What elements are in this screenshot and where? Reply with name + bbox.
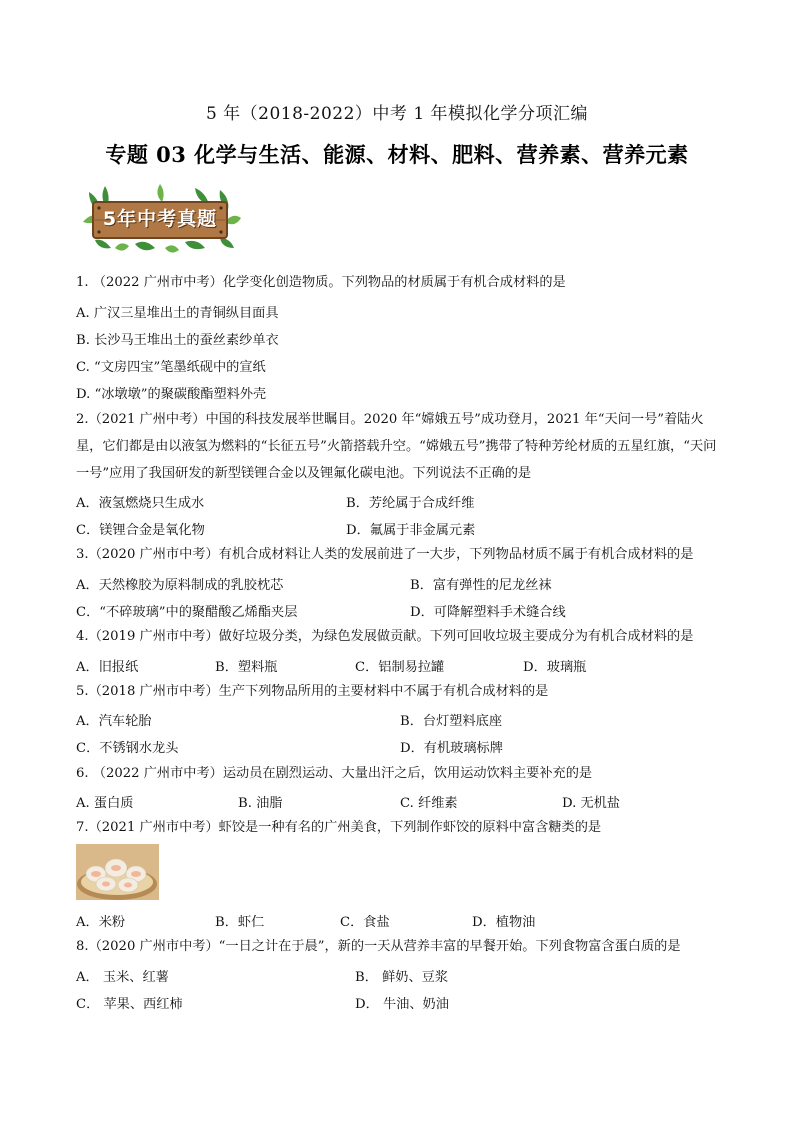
question-5-option-a[interactable]: A．汽车轮胎: [76, 714, 152, 729]
question-3-option-d[interactable]: D．可降解塑料手术缝合线: [410, 605, 566, 620]
question-4-option-a[interactable]: A．旧报纸: [76, 660, 139, 675]
question-6-option-b[interactable]: B. 油脂: [238, 796, 283, 811]
question-4-option-d[interactable]: D．玻璃瓶: [523, 660, 587, 675]
question-7-option-c[interactable]: C．食盐: [340, 915, 390, 930]
question-6-option-d[interactable]: D. 无机盐: [562, 796, 621, 811]
question-3-option-a[interactable]: A．天然橡胶为原料制成的乳胶枕芯: [76, 578, 284, 593]
question-3-option-c[interactable]: C．“不碎玻璃”中的聚醋酸乙烯酯夹层: [76, 605, 298, 620]
question-6-stem: 6. （2022 广州市中考）运动员在剧烈运动、大量出汗之后，饮用运动饮料主要补充的是: [76, 766, 593, 781]
question-6-option-a[interactable]: A. 蛋白质: [76, 796, 134, 811]
question-2-option-b[interactable]: B．芳纶属于合成纤维: [346, 496, 475, 511]
question-2-option-d[interactable]: D．氟属于非金属元素: [346, 523, 476, 538]
question-8-option-b[interactable]: B． 鲜奶、豆浆: [355, 970, 449, 985]
question-5-option-c[interactable]: C．不锈钢水龙头: [76, 741, 179, 756]
question-6-option-c[interactable]: C. 纤维素: [400, 796, 458, 811]
question-4-stem: 4.（2019 广州市中考）做好垃圾分类，为绿色发展做贡献。下列可回收垃圾主要成分为有机合成材料的是: [76, 629, 694, 644]
question-2-stem: 2.（2021 广州中考）中国的科技发展举世瞩目。2020 年“嫦娥五号”成功登月，2021 年“天问一号”着陆火星，它们都是由以液氢为燃料的“长征五号”火箭搭载升空。“嫦娥五号”携带了特种芳纶材质的五星红旗，“天问一号”应用了我国研发的新型镁锂合金以及锂氟化碳电池。下列说法不正确的是: [76, 412, 717, 481]
section-badge-label: 5年中考真题: [102, 208, 218, 230]
question-5-stem: 5.（2018 广州市中考）生产下列物品所用的主要材料中不属于有机合成材料的是: [76, 684, 549, 699]
document-title: 5 年（2018-2022）中考 1 年模拟化学分项汇编: [205, 104, 589, 124]
question-4-option-c[interactable]: C．铝制易拉罐: [355, 660, 445, 675]
question-8-stem: 8.（2020 广州市中考）“一日之计在于晨”，新的一天从营养丰富的早餐开始。下列食物富含蛋白质的是: [76, 939, 681, 954]
question-8-option-c[interactable]: C． 苹果、西红柿: [76, 997, 183, 1012]
question-7-option-b[interactable]: B．虾仁: [215, 915, 265, 930]
document-subtitle: 专题 03 化学与生活、能源、材料、肥料、营养素、营养元素: [105, 142, 689, 167]
question-5-option-b[interactable]: B．台灯塑料底座: [400, 714, 503, 729]
question-7-option-a[interactable]: A．米粉: [76, 915, 126, 930]
question-1-option-c[interactable]: C. “文房四宝”笔墨纸砚中的宣纸: [76, 360, 266, 375]
question-1-stem: 1. （2022 广州市中考）化学变化创造物质。下列物品的材质属于有机合成材料的是: [76, 275, 566, 290]
question-1-option-d[interactable]: D. “冰墩墩”的聚碳酸酯塑料外壳: [76, 387, 267, 402]
question-8-option-a[interactable]: A． 玉米、红薯: [76, 970, 169, 985]
question-2-option-c[interactable]: C．镁锂合金是氧化物: [76, 523, 205, 538]
question-3-stem: 3.（2020 广州市中考）有机合成材料让人类的发展前进了一大步，下列物品材质不属于有机合成材料的是: [76, 547, 694, 562]
question-7-stem: 7.（2021 广州市中考）虾饺是一种有名的广州美食，下列制作虾饺的原料中富含糖类的是: [76, 820, 602, 835]
question-1-option-a[interactable]: A. 广汉三星堆出土的青铜纵目面具: [76, 306, 279, 321]
question-1-option-b[interactable]: B. 长沙马王堆出土的蚕丝素纱单衣: [76, 333, 279, 348]
question-8-option-d[interactable]: D． 牛油、奶油: [355, 997, 449, 1012]
question-7-option-d[interactable]: D．植物油: [472, 915, 536, 930]
question-5-option-d[interactable]: D．有机玻璃标牌: [400, 741, 503, 756]
shrimp-dumpling-image: [76, 844, 159, 900]
question-3-option-b[interactable]: B．富有弹性的尼龙丝袜: [410, 578, 552, 593]
question-2-option-a[interactable]: A．液氢燃烧只生成水: [76, 496, 205, 511]
question-4-option-b[interactable]: B．塑料瓶: [215, 660, 278, 675]
